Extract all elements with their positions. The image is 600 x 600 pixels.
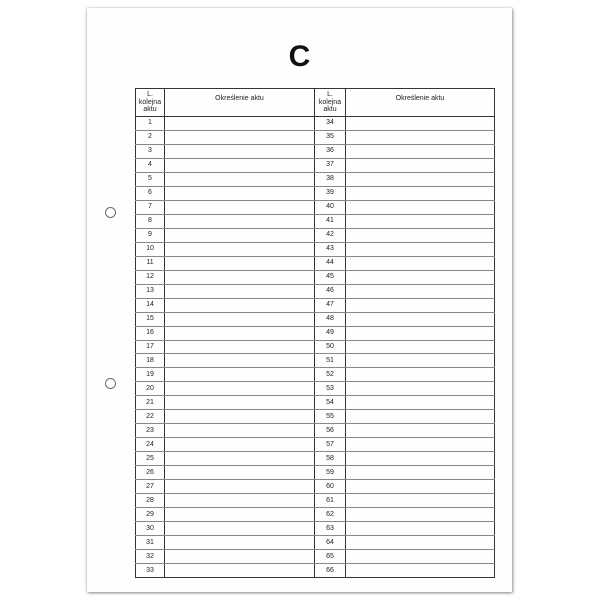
act-number-cell: 60 (315, 480, 346, 494)
act-description-cell[interactable] (346, 186, 495, 200)
table-row (136, 480, 495, 494)
act-number-cell: 3 (136, 144, 165, 158)
act-number-cell: 34 (315, 117, 346, 131)
act-number-cell: 2 (136, 130, 165, 144)
act-description-cell[interactable] (346, 424, 495, 438)
act-number-cell: 58 (315, 452, 346, 466)
act-description-cell[interactable] (346, 410, 495, 424)
act-number-cell: 4 (136, 158, 165, 172)
act-description-cell[interactable] (165, 550, 315, 564)
table-row (136, 186, 495, 200)
act-number-cell: 14 (136, 298, 165, 312)
punch-hole-bottom (105, 378, 116, 389)
act-description-cell[interactable] (165, 214, 315, 228)
act-description-cell[interactable] (165, 536, 315, 550)
act-description-cell[interactable] (346, 298, 495, 312)
act-description-cell[interactable] (346, 382, 495, 396)
table-row (136, 228, 495, 242)
act-description-cell[interactable] (165, 200, 315, 214)
act-description-cell[interactable] (346, 494, 495, 508)
act-number-cell: 31 (136, 536, 165, 550)
act-description-cell[interactable] (346, 172, 495, 186)
act-description-cell[interactable] (346, 312, 495, 326)
act-description-cell[interactable] (346, 340, 495, 354)
act-number-cell: 59 (315, 466, 346, 480)
act-number-cell: 63 (315, 522, 346, 536)
act-description-cell[interactable] (165, 270, 315, 284)
acts-register-table (135, 88, 495, 578)
act-description-cell[interactable] (346, 368, 495, 382)
act-description-cell[interactable] (165, 144, 315, 158)
act-number-cell: 54 (315, 396, 346, 410)
act-number-cell: 56 (315, 424, 346, 438)
act-description-cell[interactable] (346, 158, 495, 172)
table-row (136, 550, 495, 564)
act-number-cell: 57 (315, 438, 346, 452)
act-description-cell[interactable] (165, 368, 315, 382)
header-line: L. (147, 91, 153, 99)
header-line: kolejna (138, 98, 162, 106)
act-description-cell[interactable] (165, 452, 315, 466)
act-number-cell: 9 (136, 228, 165, 242)
act-number-cell: 12 (136, 270, 165, 284)
act-description-cell[interactable] (165, 326, 315, 340)
act-number-cell: 55 (315, 410, 346, 424)
act-number-cell: 10 (136, 242, 165, 256)
act-number-cell: 45 (315, 270, 346, 284)
table-row (136, 452, 495, 466)
act-description-cell[interactable] (346, 452, 495, 466)
act-description-cell[interactable] (346, 144, 495, 158)
table-row (136, 144, 495, 158)
act-description-cell[interactable] (346, 508, 495, 522)
act-description-cell[interactable] (165, 117, 315, 131)
act-description-cell[interactable] (346, 564, 495, 578)
table-row (136, 536, 495, 550)
act-description-cell[interactable] (165, 382, 315, 396)
table-row (136, 130, 495, 144)
act-description-cell[interactable] (165, 186, 315, 200)
act-description-cell[interactable] (346, 270, 495, 284)
table-row (136, 494, 495, 508)
header-line: aktu (143, 106, 157, 114)
act-number-cell: 44 (315, 256, 346, 270)
act-number-cell: 30 (136, 522, 165, 536)
act-number-cell: 40 (315, 200, 346, 214)
act-description-cell[interactable] (165, 256, 315, 270)
act-description-cell[interactable] (346, 200, 495, 214)
header-line: L. (327, 91, 333, 99)
act-number-cell: 29 (136, 508, 165, 522)
table-row (136, 466, 495, 480)
act-description-cell[interactable] (165, 480, 315, 494)
act-number-cell: 21 (136, 396, 165, 410)
act-description-cell[interactable] (346, 354, 495, 368)
act-description-cell[interactable] (346, 396, 495, 410)
table-row (136, 158, 495, 172)
table-row (136, 172, 495, 186)
act-number-cell: 48 (315, 312, 346, 326)
act-number-cell: 28 (136, 494, 165, 508)
act-number-cell: 65 (315, 550, 346, 564)
table-row (136, 298, 495, 312)
table-body (136, 117, 495, 578)
table-row (136, 438, 495, 452)
act-description-cell[interactable] (346, 522, 495, 536)
act-description-cell[interactable] (346, 130, 495, 144)
act-description-cell[interactable] (346, 480, 495, 494)
act-number-cell: 24 (136, 438, 165, 452)
act-number-cell: 52 (315, 368, 346, 382)
act-description-cell[interactable] (346, 536, 495, 550)
act-number-cell: 37 (315, 158, 346, 172)
act-description-cell[interactable] (346, 466, 495, 480)
act-number-cell: 33 (136, 564, 165, 578)
act-number-cell: 20 (136, 382, 165, 396)
act-description-cell[interactable] (165, 354, 315, 368)
act-description-cell[interactable] (165, 130, 315, 144)
act-number-cell: 50 (315, 340, 346, 354)
act-description-cell[interactable] (165, 172, 315, 186)
register-letter: C (288, 40, 311, 73)
header-act-description-right: Określenie aktu (346, 89, 495, 117)
table-row (136, 284, 495, 298)
act-number-cell: 11 (136, 256, 165, 270)
act-number-cell: 17 (136, 340, 165, 354)
act-number-cell: 8 (136, 214, 165, 228)
table-row (136, 340, 495, 354)
act-description-cell[interactable] (346, 284, 495, 298)
act-number-cell: 6 (136, 186, 165, 200)
act-description-cell[interactable] (165, 228, 315, 242)
table-row (136, 396, 495, 410)
act-number-cell: 1 (136, 117, 165, 131)
table-row (136, 382, 495, 396)
act-description-cell[interactable] (165, 438, 315, 452)
act-description-cell[interactable] (346, 242, 495, 256)
act-number-cell: 19 (136, 368, 165, 382)
table-row (136, 564, 495, 578)
act-number-cell: 49 (315, 326, 346, 340)
act-description-cell[interactable] (346, 228, 495, 242)
act-description-cell[interactable] (346, 550, 495, 564)
register-sheet (87, 8, 512, 592)
act-description-cell[interactable] (346, 326, 495, 340)
act-description-cell[interactable] (165, 522, 315, 536)
header-act-description-left: Określenie aktu (165, 89, 315, 117)
act-description-cell[interactable] (346, 438, 495, 452)
act-number-cell: 64 (315, 536, 346, 550)
act-number-cell: 22 (136, 410, 165, 424)
act-number-cell: 61 (315, 494, 346, 508)
act-number-cell: 23 (136, 424, 165, 438)
act-number-cell: 25 (136, 452, 165, 466)
act-description-cell[interactable] (165, 410, 315, 424)
act-description-cell[interactable] (165, 424, 315, 438)
table-row (136, 270, 495, 284)
table-row (136, 368, 495, 382)
header-line: aktu (323, 106, 337, 114)
act-description-cell[interactable] (165, 466, 315, 480)
act-number-cell: 7 (136, 200, 165, 214)
act-description-cell[interactable] (165, 494, 315, 508)
act-number-cell: 39 (315, 186, 346, 200)
act-number-cell: 51 (315, 354, 346, 368)
act-description-cell[interactable] (165, 312, 315, 326)
act-number-cell: 41 (315, 214, 346, 228)
table-row (136, 522, 495, 536)
act-description-cell[interactable] (165, 396, 315, 410)
act-number-cell: 26 (136, 466, 165, 480)
table-row (136, 410, 495, 424)
act-description-cell[interactable] (165, 284, 315, 298)
table-row (136, 424, 495, 438)
punch-hole-top (105, 207, 116, 218)
act-number-cell: 15 (136, 312, 165, 326)
act-number-cell: 16 (136, 326, 165, 340)
act-number-cell: 13 (136, 284, 165, 298)
header-act-number-right (315, 89, 346, 117)
act-description-cell[interactable] (165, 158, 315, 172)
act-number-cell: 38 (315, 172, 346, 186)
act-number-cell: 47 (315, 298, 346, 312)
table-row (136, 117, 495, 131)
act-description-cell[interactable] (165, 242, 315, 256)
table-header-row (136, 89, 495, 117)
table-row (136, 256, 495, 270)
act-description-cell[interactable] (165, 508, 315, 522)
table-row (136, 508, 495, 522)
act-number-cell: 35 (315, 130, 346, 144)
table-row (136, 242, 495, 256)
act-number-cell: 43 (315, 242, 346, 256)
act-number-cell: 53 (315, 382, 346, 396)
act-description-cell[interactable] (165, 298, 315, 312)
act-number-cell: 42 (315, 228, 346, 242)
act-number-cell: 27 (136, 480, 165, 494)
act-number-cell: 5 (136, 172, 165, 186)
table-row (136, 312, 495, 326)
act-description-cell[interactable] (165, 564, 315, 578)
act-number-cell: 32 (136, 550, 165, 564)
act-description-cell[interactable] (346, 117, 495, 131)
table-row (136, 200, 495, 214)
table-row (136, 354, 495, 368)
act-number-cell: 66 (315, 564, 346, 578)
act-description-cell[interactable] (346, 214, 495, 228)
header-act-number-left (136, 89, 165, 117)
act-number-cell: 62 (315, 508, 346, 522)
act-number-cell: 18 (136, 354, 165, 368)
table-row (136, 326, 495, 340)
header-line: kolejna (318, 98, 342, 106)
act-number-cell: 36 (315, 144, 346, 158)
table-row (136, 214, 495, 228)
act-description-cell[interactable] (165, 340, 315, 354)
act-number-cell: 46 (315, 284, 346, 298)
act-description-cell[interactable] (346, 256, 495, 270)
